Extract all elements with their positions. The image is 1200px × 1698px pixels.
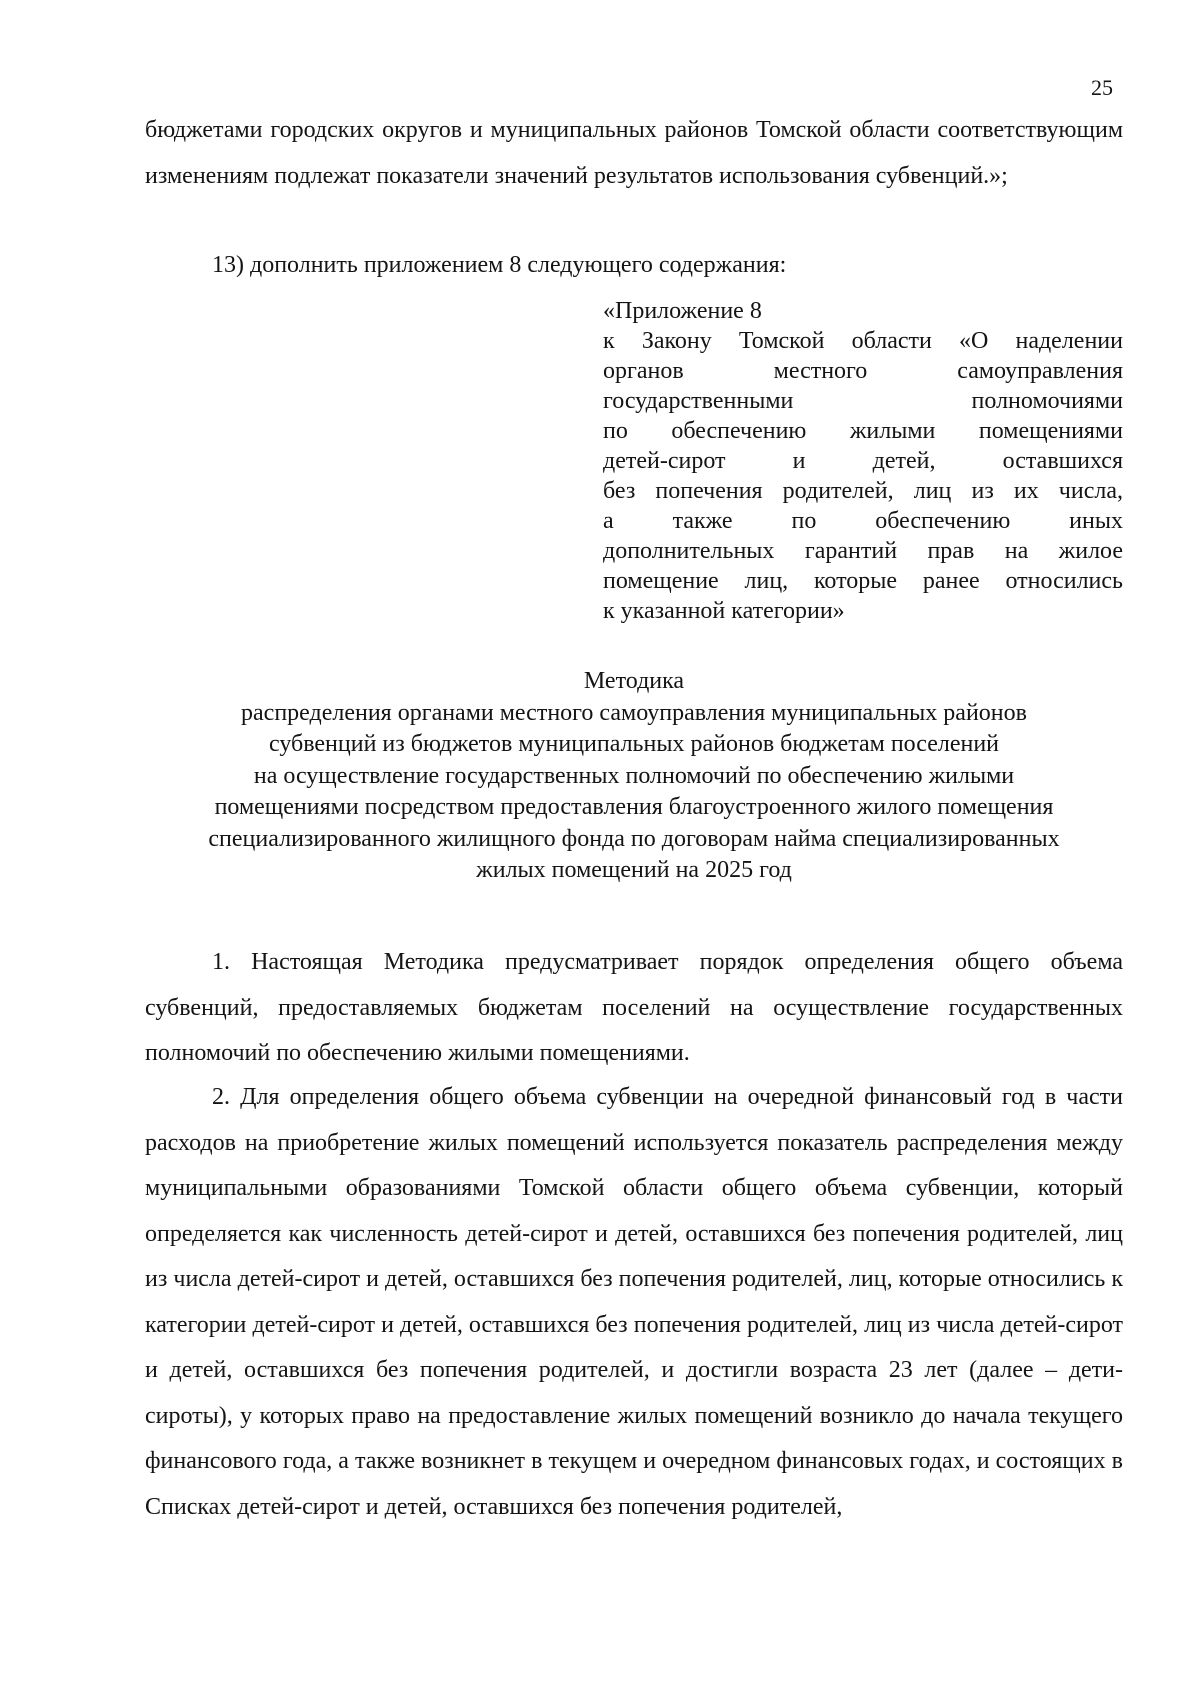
paragraph-2: 2. Для определения общего объема субвенции на очередной финансовый год в части расходов на приобретение жилых помещений используется показатель распределения между муниципальными образованиями Томской области общего объема субвенции, который определяется как численность детей-сирот и детей, оставшихся без попечения родителей, лиц из числа детей-сирот и детей, оставшихся без попечения родителей, лиц, которые относились к категории детей-сирот и детей, оставшихся без попечения родителей, лиц из числа детей-сирот и детей, оставшихся без попечения родителей, и достигли возраста 23 лет (далее – дети-сироты), у которых право на предоставление жилых помещений возникло до начала текущего финансового года, а также возникнет в текущем и очередном финансовых годах, и состоящих в Списках детей-сирот и детей, оставшихся без попечения родителей,: [145, 1084, 1123, 1520]
appendix-line: помещение лиц, которые ранее относились: [603, 568, 1123, 594]
appendix-line: «Приложение 8: [603, 298, 762, 324]
methodology-subtitle-line: жилых помещений на 2025 год: [476, 857, 792, 883]
methodology-subtitle-line: распределения органами местного самоуправления муниципальных районов: [241, 699, 1027, 726]
continuation-paragraph: бюджетами городских округов и муниципальных районов Томской области соответствующим изменениям подлежат показатели значений результатов использования субвенций.»;: [145, 117, 1123, 189]
methodology-title: Методика: [583, 668, 685, 694]
page-number: 25: [1091, 75, 1113, 100]
methodology-heading: [145, 666, 1123, 887]
appendix-line: дополнительных гарантий прав на жилое: [603, 538, 1123, 564]
paragraph-1: 1. Настоящая Методика предусматривает порядок определения общего объема субвенций, предоставляемых бюджетам поселений на осуществление государственных полномочий по обеспечению жилыми помещениями.: [145, 949, 1123, 1066]
methodology-subtitle-line: специализированного жилищного фонда по договорам найма специализированных: [208, 825, 1060, 852]
methodology-subtitle-line: на осуществление государственных полномочий по обеспечению жилыми: [253, 762, 1015, 789]
appendix-line: по обеспечению жилыми помещениями: [603, 418, 1123, 444]
appendix-line: а также по обеспечению иных: [603, 508, 1123, 534]
appendix-line: детей-сирот и детей, оставшихся: [603, 448, 1123, 474]
appendix-line: органов местного самоуправления: [603, 358, 1123, 384]
appendix-line: к Закону Томской области «О наделении: [603, 328, 1123, 354]
methodology-subtitle-line: субвенций из бюджетов муниципальных районов бюджетам поселений: [268, 731, 1000, 757]
methodology-subtitle-line: помещениями посредством предоставления благоустроенного жилого помещения: [214, 794, 1054, 820]
appendix-line: без попечения родителей, лиц из их числа,: [603, 478, 1123, 504]
amendment-item-13: 13) дополнить приложением 8 следующего содержания:: [212, 252, 787, 278]
appendix-heading: [603, 296, 1123, 626]
appendix-line: государственными полномочиями: [603, 388, 1123, 414]
appendix-line: к указанной категории»: [603, 598, 845, 624]
